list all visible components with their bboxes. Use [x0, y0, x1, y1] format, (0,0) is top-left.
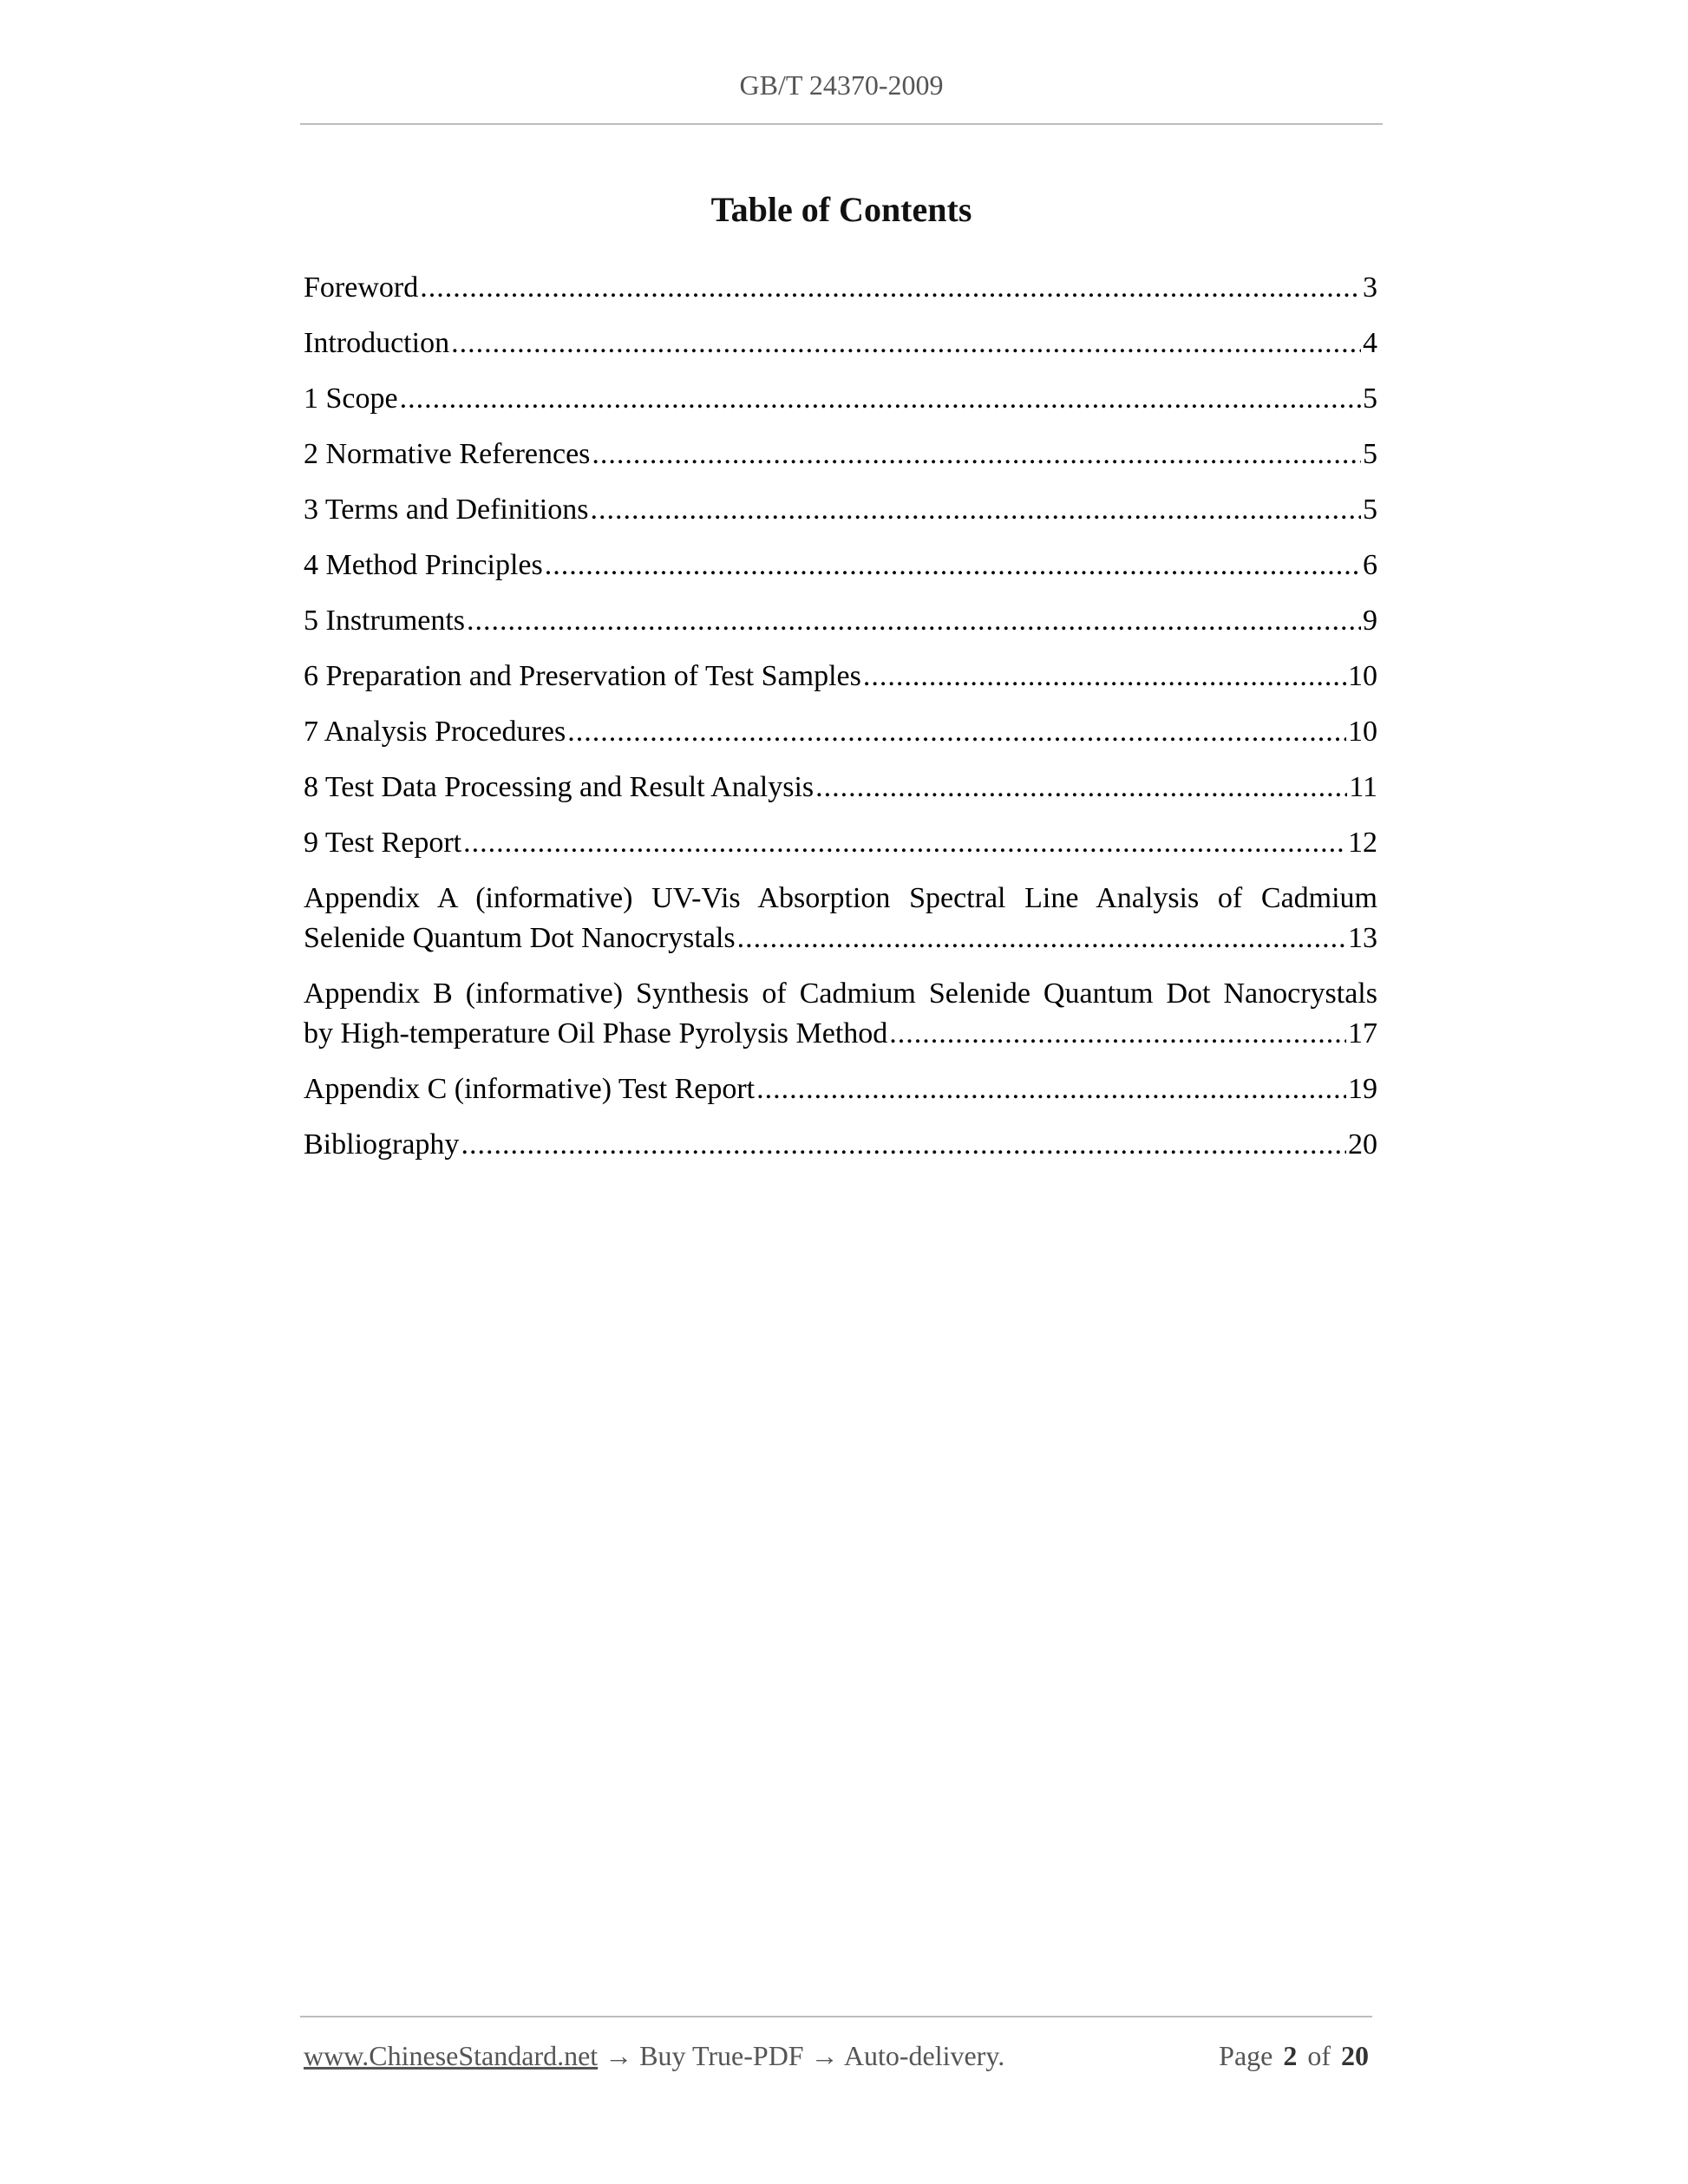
toc-entry-appendix-b[interactable] [304, 974, 1377, 1054]
toc-entry-title: 2 Normative References [304, 438, 591, 470]
dot-leader [863, 657, 1346, 696]
toc-entry-page: 20 [1348, 1128, 1377, 1161]
toc-entry-title: Bibliography [304, 1128, 460, 1161]
toc-entry-title: 7 Analysis Procedures [304, 716, 566, 748]
page-footer [304, 2040, 1369, 2072]
dot-leader [400, 379, 1361, 419]
dot-leader [567, 712, 1346, 752]
toc-entry-bibliography[interactable] [304, 1125, 1377, 1165]
toc-entry-title-line1: Appendix B (informative) Synthesis of Cadmium Selenide Quantum Dot Nanocrystals [304, 978, 1377, 1010]
dot-leader [756, 1069, 1346, 1109]
toc-entry-terms-definitions[interactable] [304, 490, 1377, 530]
toc-entry-title: Introduction [304, 327, 450, 359]
dot-leader [590, 490, 1361, 530]
dot-leader [889, 1014, 1346, 1054]
dot-leader [592, 435, 1361, 474]
buy-text: Buy True-PDF [639, 2040, 804, 2071]
footer-promo [304, 2040, 1004, 2072]
header-divider [300, 123, 1383, 125]
current-page: 2 [1283, 2040, 1298, 2071]
toc-entry-title-line2: by High-temperature Oil Phase Pyrolysis Method [304, 1017, 888, 1049]
toc-entry-page: 11 [1349, 771, 1377, 803]
arrow-right-icon: → [810, 2040, 839, 2071]
page-label: Page [1219, 2040, 1273, 2071]
toc-entry-test-report[interactable] [304, 823, 1377, 863]
toc-entry-page: 17 [1348, 1017, 1377, 1049]
toc-entry-page: 5 [1363, 494, 1377, 526]
header-doc-id: GB/T 24370-2009 [739, 69, 944, 101]
toc-entry-page: 13 [1348, 922, 1377, 954]
toc-entry-title: 4 Method Principles [304, 549, 543, 581]
toc-entry-appendix-c[interactable] [304, 1069, 1377, 1109]
footer-divider [300, 2016, 1372, 2017]
page-of-label: of [1307, 2040, 1331, 2071]
toc-entry-title: 9 Test Report [304, 827, 462, 859]
dot-leader [461, 1125, 1346, 1165]
toc-entry-title-line1: Appendix A (informative) UV-Vis Absorption Spectral Line Analysis of Cadmium [304, 882, 1377, 914]
toc-entry-page: 12 [1348, 827, 1377, 859]
toc-entry-introduction[interactable] [304, 324, 1377, 363]
dot-leader [737, 919, 1346, 958]
toc-entry-page: 10 [1348, 660, 1377, 692]
toc-entry-title: 1 Scope [304, 383, 398, 415]
toc-entry-page: 5 [1363, 438, 1377, 470]
dot-leader [463, 823, 1346, 863]
toc-entry-title: Appendix C (informative) Test Report [304, 1073, 756, 1105]
toc-entry-page: 9 [1363, 605, 1377, 637]
dot-leader [545, 546, 1361, 585]
dot-leader [815, 768, 1347, 808]
toc-entry-scope[interactable] [304, 379, 1377, 419]
toc-entry-page: 19 [1348, 1073, 1377, 1105]
dot-leader [467, 601, 1361, 641]
toc-entry-page: 3 [1363, 271, 1377, 304]
toc-entry-page: 4 [1363, 327, 1377, 359]
toc-entry-method-principles[interactable] [304, 546, 1377, 585]
toc-entry-title: 5 Instruments [304, 605, 466, 637]
dot-leader [451, 324, 1361, 363]
toc-entry-data-processing[interactable] [304, 768, 1377, 808]
toc-entry-title: Foreword [304, 271, 419, 304]
arrow-right-icon: → [605, 2040, 633, 2071]
table-of-contents [304, 268, 1377, 1180]
toc-entry-title: 6 Preparation and Preservation of Test Samples [304, 660, 861, 692]
toc-entry-page: 10 [1348, 716, 1377, 748]
toc-entry-analysis-procedures[interactable] [304, 712, 1377, 752]
toc-entry-page: 6 [1363, 549, 1377, 581]
total-pages: 20 [1341, 2040, 1369, 2071]
toc-entry-page: 5 [1363, 383, 1377, 415]
toc-entry-title-line2: Selenide Quantum Dot Nanocrystals [304, 922, 736, 954]
dot-leader [420, 268, 1361, 308]
toc-entry-sample-preparation[interactable] [304, 657, 1377, 696]
toc-entry-normative-references[interactable] [304, 435, 1377, 474]
toc-entry-appendix-a[interactable] [304, 879, 1377, 958]
toc-entry-instruments[interactable] [304, 601, 1377, 641]
toc-entry-title: 8 Test Data Processing and Result Analysis [304, 771, 815, 803]
delivery-text: Auto-delivery. [843, 2040, 1005, 2071]
website-link[interactable]: www.ChineseStandard.net [304, 2040, 599, 2071]
toc-entry-foreword[interactable] [304, 268, 1377, 308]
page-indicator [1219, 2040, 1369, 2072]
toc-entry-title: 3 Terms and Definitions [304, 494, 589, 526]
toc-title: Table of Contents [710, 190, 972, 229]
